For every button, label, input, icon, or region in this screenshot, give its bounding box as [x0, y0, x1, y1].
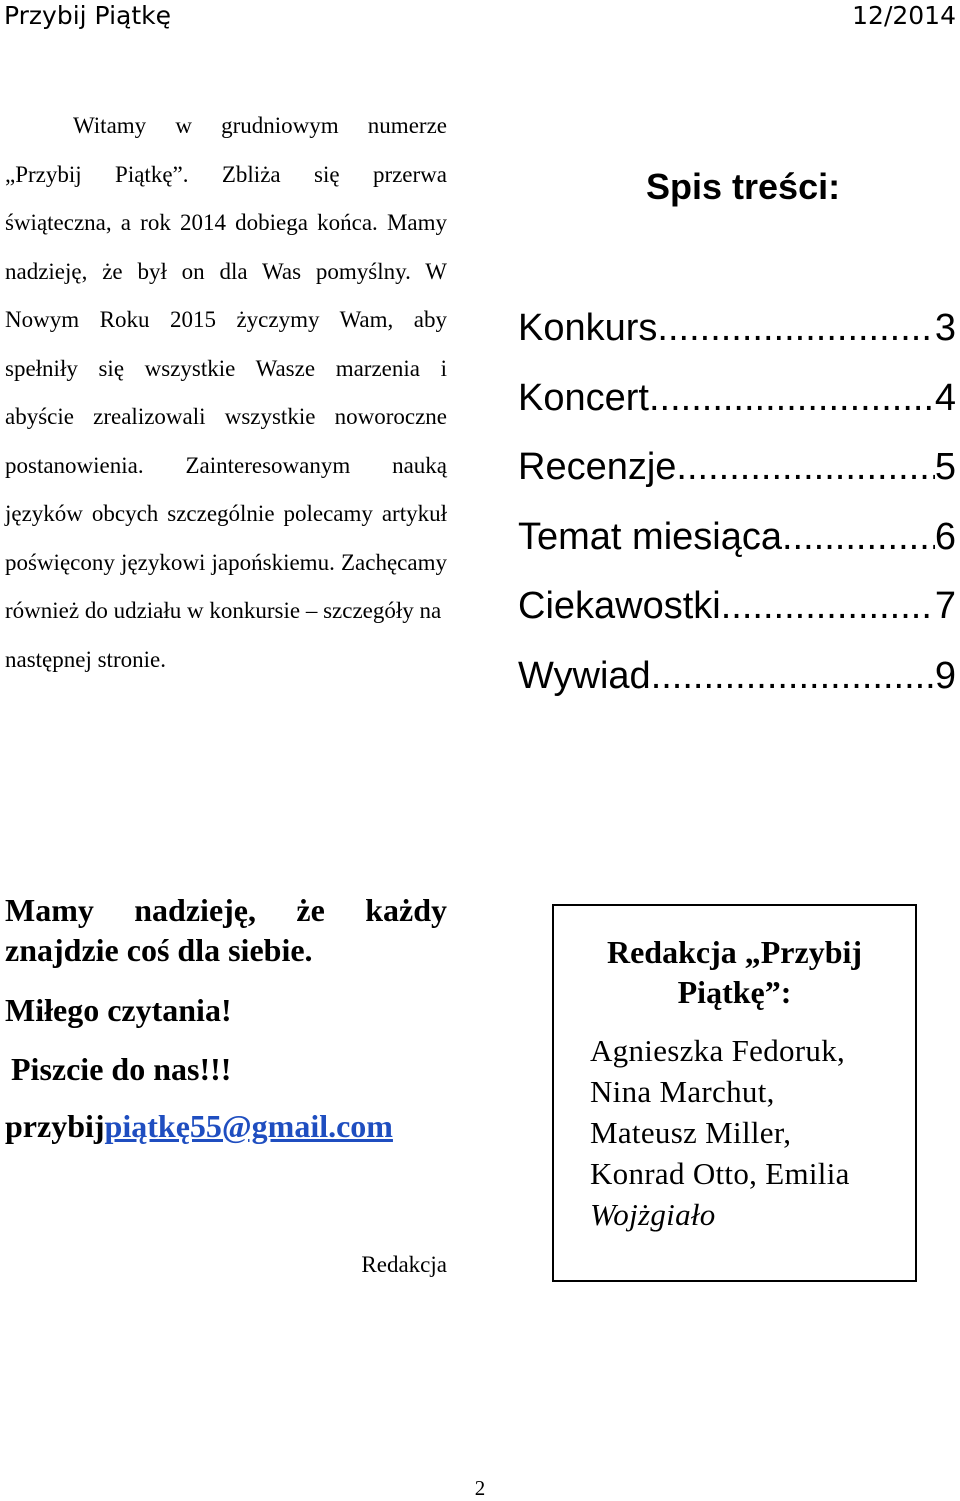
magazine-title: Przybij Piątkę	[4, 1, 171, 30]
toc-item-ciekawostki[interactable]: Ciekawostki ..... 7	[518, 578, 956, 648]
issue-date: 12/2014	[852, 1, 956, 30]
toc-item-konkurs[interactable]: Konkurs ..... 3	[518, 300, 956, 370]
email-link[interactable]: piątkę55@gmail.com	[104, 1108, 393, 1144]
editorial-team-members: Agnieszka Fedoruk, Nina Marchut, Mateusz Miller, Konrad Otto, Emilia Wojżgiało	[590, 1033, 850, 1232]
toc-item-koncert[interactable]: Koncert ..... 4	[518, 370, 956, 440]
intro-paragraph: Witamy w grudniowym numerze „Przybij Piątkę”. Zbliża się przerwa świąteczna, a rok 2014 dobiega końca. Mamy nadzieję, że był on dla Was pomyślny. W Nowym Roku 2015 życzymy Wam, aby spełniły się wszystkie Wasze marzenia i abyście zrealizowali wszystkie noworoczne postanowienia. Zainteresowanym nauką języków obcych szczególnie polecamy artykuł poświęcony językowi japońskiemu. Zachęcamy również do udziału w konkursie – szczegóły na	[5, 113, 447, 623]
editorial-signature: Redakcja	[361, 1252, 447, 1277]
toc-item-temat-miesiaca[interactable]: Temat miesiąca ..... 6	[518, 509, 956, 579]
email-address	[5, 1108, 447, 1145]
editorial-team-box	[552, 904, 917, 1282]
editorial-team-title: Redakcja „Przybij Piątkę”:	[606, 934, 863, 1010]
email-prefix: przybij	[5, 1108, 105, 1144]
toc-item-wywiad[interactable]: Wywiad ..... 9	[518, 648, 956, 718]
page-header	[4, 0, 956, 36]
write-to-us-text: Piszcie do nas!!!	[11, 1051, 232, 1087]
table-of-contents	[518, 300, 956, 717]
hope-text: Mamy nadzieję, że każdy znajdzie coś dla siebie.	[5, 892, 447, 968]
enjoy-text: Miłego czytania!	[5, 992, 232, 1028]
closing-message	[5, 890, 447, 1145]
intro-text	[5, 102, 447, 684]
toc-title: Spis treści:	[646, 166, 841, 207]
page-number: 2	[474, 1476, 486, 1500]
intro-tail: następnej stronie.	[5, 646, 166, 672]
toc-item-recenzje[interactable]: Recenzje ..... 5	[518, 439, 956, 509]
